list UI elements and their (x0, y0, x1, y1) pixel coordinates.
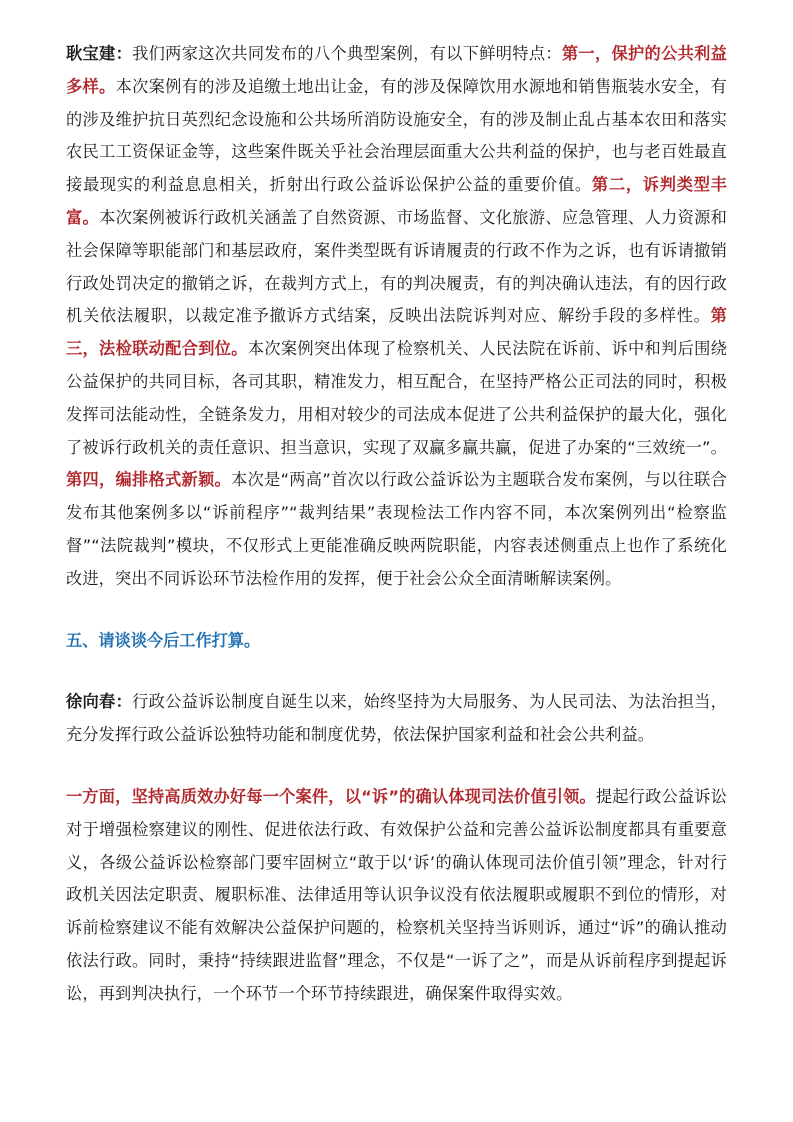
paragraph-xu-xiangchun (66, 686, 727, 752)
body-text: 我们两家这次共同发布的八个典型案例，有以下鲜明特点： (132, 44, 562, 63)
body-text: 提起行政公益诉讼对于增强检察建议的刚性、促进依法行政、有效保护公益和完善公益诉讼制度都具有重要意义，各级公益诉讼检察部门要牢固树立“敢于以‘诉’的确认体现司法价值引领”理念，针对行政机关因法定职责、履职标准、法律适用等认识争议没有依法履职或履职不到位的情形，对诉前检察建议不能有效解决公益保护问题的，检察机关坚持当诉则诉，通过“诉”的确认推动依法行政。同时，秉持“持续跟进监督”理念，不仅是“一诉了之”，而是从诉前程序到提起诉讼，再到判决执行，一个环节一个环节持续跟进，确保案件取得实效。 (66, 786, 727, 1003)
question-heading-5: 五、请谈谈今后工作打算。 (66, 630, 261, 650)
paragraph-geng-baojian (66, 38, 727, 596)
highlight-point-1: 第一，保护的公共利益多样。 (66, 44, 727, 96)
highlight-point-2: 第二，诉判类型丰富。 (66, 175, 727, 227)
highlight-point-4: 第四，编排格式新颖。 (66, 470, 232, 490)
body-text: 本次案例突出体现了检察机关、人民法院在诉前、诉中和判后围绕公益保护的共同目标，各司其职，精准发力，相互配合，在坚持严格公正司法的同时，积极发挥司法能动性，全链条发力，用相对较少的司法成本促进了公共利益保护的最大化，强化了被诉行政机关的责任意识、担当意识，实现了双赢多赢共赢，促进了办案的“三效统一”。 (66, 339, 727, 457)
highlight-point-3: 第三，法检联动配合到位。 (66, 306, 727, 359)
highlight-lead-sentence: 一方面，坚持高质效办好每一个案件，以“诉”的确认体现司法价值引领。 (66, 786, 596, 806)
paragraph-on-one-hand (66, 781, 727, 1011)
speaker-name: 耿宝建： (66, 44, 133, 63)
body-text: 行政公益诉讼制度自诞生以来，始终坚持为大局服务、为人民司法、为法治担当，充分发挥行政公益诉讼独特功能和制度优势，依法保护国家利益和社会公共利益。 (66, 692, 727, 745)
body-text: 本次案例有的涉及追缴土地出让金，有的涉及保障饮用水源地和销售瓶装水安全，有的涉及维护抗日英烈纪念设施和公共场所消防设施安全，有的涉及制止乱占基本农田和落实农民工工资保证金等，这些案件既关乎社会治理层面重大公共利益的保护，也与老百姓最直接最现实的利益息息相关，折射出行政公益诉讼保护公益的重要价值。 (66, 76, 727, 195)
body-text: 本次案例被诉行政机关涵盖了自然资源、市场监督、文化旅游、应急管理、人力资源和社会保障等职能部门和基层政府，案件类型既有诉请履责的行政不作为之诉，也有诉请撤销行政处罚决定的撤销之诉，在裁判方式上，有的判决履责，有的判决确认违法，有的因行政机关依法履职，以裁定准予撤诉方式结案，反映出法院诉判对应、解纷手段的多样性。 (66, 207, 727, 326)
speaker-name: 徐向春： (66, 692, 133, 712)
body-text: 本次是“两高”首次以行政公益诉讼为主题联合发布案例，与以往联合发布其他案例多以“诉前程序”“裁判结果”表现检法工作内容不同，本次案例列出“检察监督”“法院裁判”模块，不仅形式上更能准确反映两院职能，内容表述侧重点上也作了系统化改进，突出不同诉讼环节法检作用的发挥，便于社会公众全面清晰解读案例。 (66, 470, 728, 588)
